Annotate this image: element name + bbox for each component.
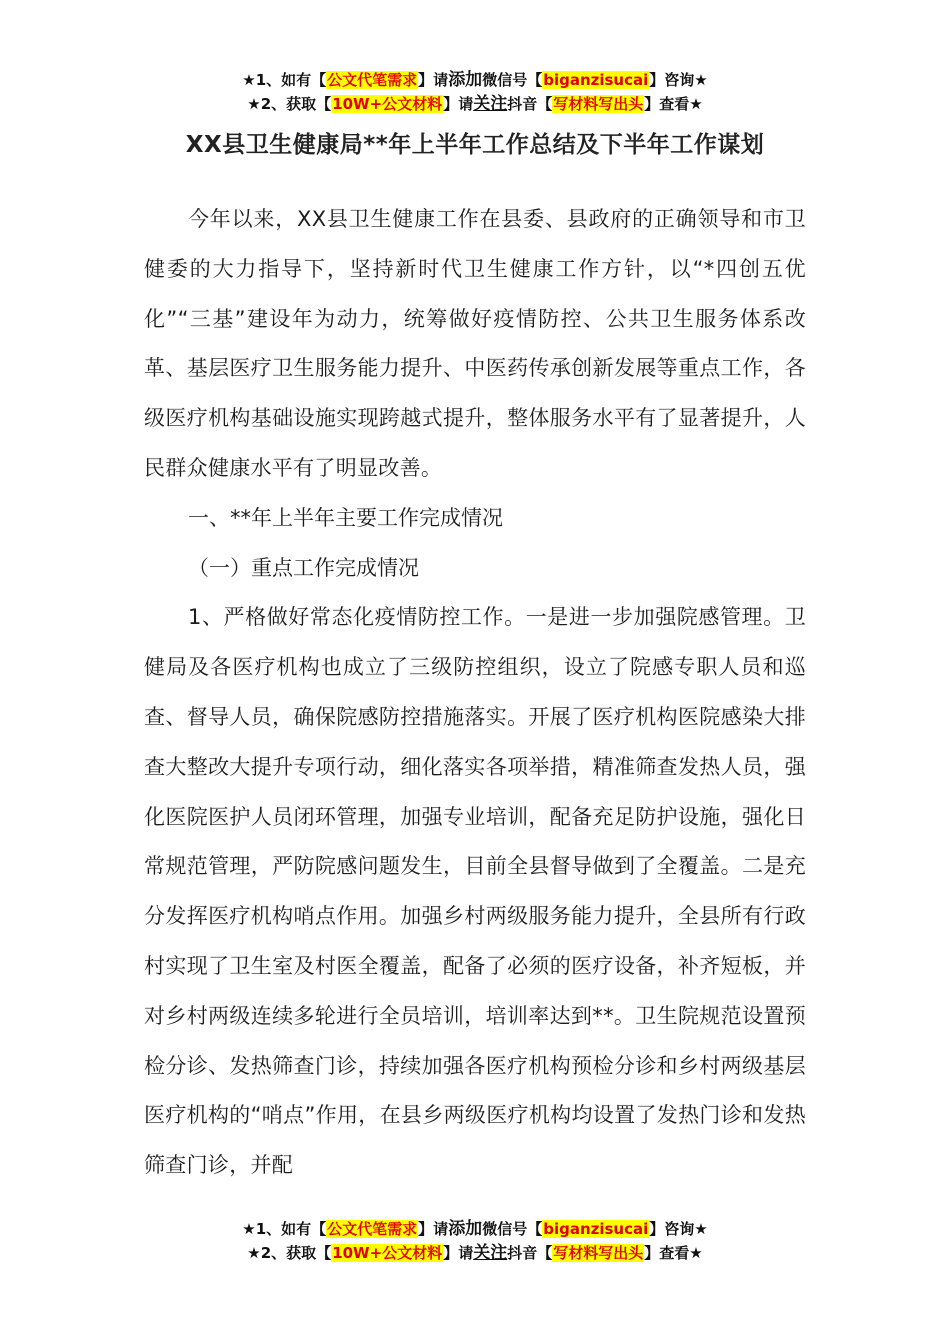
body-paragraph: 1、严格做好常态化疫情防控工作。一是进一步加强院感管理。卫健局及各医疗机构也成立了三级防控组织，设立了院感专职人员和巡查、督导人员，确保院感防控措施落实。开展了医疗机构医院感染大排查大整改大提升专项行动，细化落实各项举措，精准筛查发热人员，强化医院医护人员闭环管理，加强专业培训，配备充足防护设施，强化日常规范管理，严防院感问题发生，目前全县督导做到了全覆盖。二是充分发挥医疗机构哨点作用。加强乡村两级服务能力提升，全县所有行政村实现了卫生室及村医全覆盖，配备了必须的医疗设备，补齐短板，并对乡村两级连续多轮进行全员培训，培训率达到**。卫生院规范设置预检分诊、发热筛查门诊，持续加强各医疗机构预检分诊和乡村两级基层医疗机构的“哨点”作用，在县乡两级医疗机构均设置了发热门诊和发热筛查门诊，并配: [144, 605, 806, 1178]
promo-text: 】请: [443, 95, 474, 113]
promo-line-1: [0, 1217, 950, 1241]
bottom-promo-banner: [0, 1217, 950, 1265]
promo-text: ★2、获取【: [247, 1244, 332, 1262]
promo-text: 】查看★: [644, 95, 703, 113]
promo-line-2: [0, 1241, 950, 1265]
promo-text: ★1、如有【: [242, 71, 327, 89]
promo-text: 微信号【: [482, 71, 543, 89]
promo-wechat-id: biganzisucai: [543, 1220, 649, 1238]
promo-text: 】咨询★: [649, 71, 708, 89]
top-promo-banner: [0, 68, 950, 116]
promo-emphasis: 关注: [473, 1243, 508, 1263]
promo-text: 】咨询★: [649, 1220, 708, 1238]
promo-text: 】请: [418, 71, 449, 89]
subsection-heading: （一）重点工作完成情况: [188, 555, 419, 580]
document-title: XX县卫生健康局**年上半年工作总结及下半年工作谋划: [185, 132, 765, 158]
promo-douyin-id: 写材料写出头: [553, 1244, 644, 1262]
promo-emphasis: 添加: [448, 70, 483, 90]
promo-text: ★1、如有【: [242, 1220, 327, 1238]
section-heading: 一、**年上半年主要工作完成情况: [188, 505, 503, 530]
promo-wechat-id: biganzisucai: [543, 71, 649, 89]
promo-line-1: [0, 68, 950, 92]
promo-emphasis: 添加: [448, 1219, 483, 1239]
intro-paragraph: 今年以来，XX县卫生健康工作在县委、县政府的正确领导和市卫健委的大力指导下，坚持新时代卫生健康工作方针，以“*四创五优化”“三基”建设年为动力，统筹做好疫情防控、公共卫生服务体系改革、基层医疗卫生服务能力提升、中医药传承创新发展等重点工作，各级医疗机构基础设施实现跨越式提升，整体服务水平有了显著提升，人民群众健康水平有了明显改善。: [144, 207, 806, 480]
promo-text: 】请: [443, 1244, 474, 1262]
promo-text: 】查看★: [644, 1244, 703, 1262]
promo-douyin-id: 写材料写出头: [553, 95, 644, 113]
promo-text: 抖音【: [507, 1244, 553, 1262]
promo-highlight: 10W+公文材料: [332, 1244, 443, 1262]
promo-highlight: 公文代笔需求: [327, 1220, 418, 1238]
promo-line-2: [0, 92, 950, 116]
promo-highlight: 公文代笔需求: [327, 71, 418, 89]
promo-text: 微信号【: [482, 1220, 543, 1238]
promo-text: ★2、获取【: [247, 95, 332, 113]
document-body: [144, 195, 806, 1191]
promo-text: 抖音【: [507, 95, 553, 113]
promo-highlight: 10W+公文材料: [332, 95, 443, 113]
promo-emphasis: 关注: [473, 94, 508, 114]
promo-text: 】请: [418, 1220, 449, 1238]
